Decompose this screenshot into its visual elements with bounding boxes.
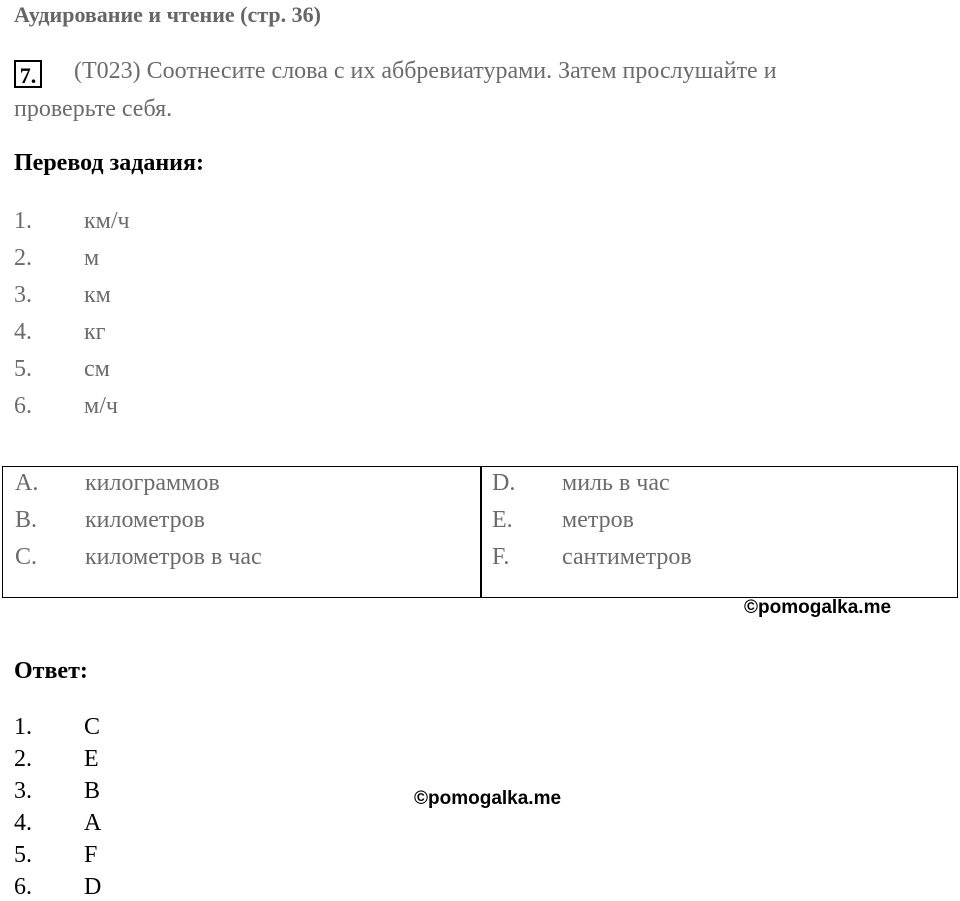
list-item-number: 1. bbox=[14, 208, 32, 234]
answer-letter: F bbox=[84, 842, 98, 868]
option-text: сантиметров bbox=[562, 544, 692, 570]
option-letter: D. bbox=[492, 470, 516, 496]
translation-heading: Перевод задания: bbox=[14, 150, 204, 176]
list-item-text: кг bbox=[84, 319, 106, 345]
answer-letter: E bbox=[84, 746, 99, 772]
list-item-number: 4. bbox=[14, 319, 32, 345]
answer-number: 6. bbox=[14, 874, 32, 900]
answer-number: 4. bbox=[14, 810, 32, 836]
answer-number: 2. bbox=[14, 746, 32, 772]
option-text: метров bbox=[562, 507, 634, 533]
task-instruction-line-1: (T023) Соотнесите слова с их аббревиатурами. Затем прослушайте и bbox=[74, 58, 777, 84]
option-letter: E. bbox=[492, 507, 513, 533]
task-number: 7. bbox=[14, 60, 42, 88]
option-letter: A. bbox=[15, 470, 39, 496]
list-item-number: 5. bbox=[14, 356, 32, 382]
options-table bbox=[2, 466, 958, 598]
option-letter: B. bbox=[15, 507, 38, 533]
option-text: килограммов bbox=[85, 470, 220, 496]
list-item-number: 3. bbox=[14, 282, 32, 308]
list-item-number: 6. bbox=[14, 393, 32, 419]
answer-letter: A bbox=[84, 810, 102, 836]
list-item-number: 2. bbox=[14, 245, 32, 271]
list-item-text: км bbox=[84, 282, 111, 308]
answer-number: 1. bbox=[14, 714, 32, 740]
option-text: километров bbox=[85, 507, 205, 533]
list-item-text: км/ч bbox=[84, 208, 130, 234]
answer-letter: D bbox=[84, 874, 102, 900]
option-text: километров в час bbox=[85, 544, 262, 570]
watermark: ©pomogalka.me bbox=[414, 788, 562, 809]
task-instruction-line-2: проверьте себя. bbox=[14, 96, 173, 122]
option-letter: C. bbox=[15, 544, 38, 570]
answer-letter: B bbox=[84, 778, 101, 804]
table-divider bbox=[480, 467, 482, 597]
answer-heading: Ответ: bbox=[14, 658, 88, 684]
list-item-text: см bbox=[84, 356, 110, 382]
watermark: ©pomogalka.me bbox=[744, 597, 892, 618]
option-letter: F. bbox=[492, 544, 510, 570]
answer-letter: C bbox=[84, 714, 101, 740]
page-title: Аудирование и чтение (стр. 36) bbox=[14, 2, 321, 27]
answer-number: 5. bbox=[14, 842, 32, 868]
option-text: миль в час bbox=[562, 470, 670, 496]
answer-number: 3. bbox=[14, 778, 32, 804]
list-item-text: м/ч bbox=[84, 393, 118, 419]
list-item-text: м bbox=[84, 245, 100, 271]
